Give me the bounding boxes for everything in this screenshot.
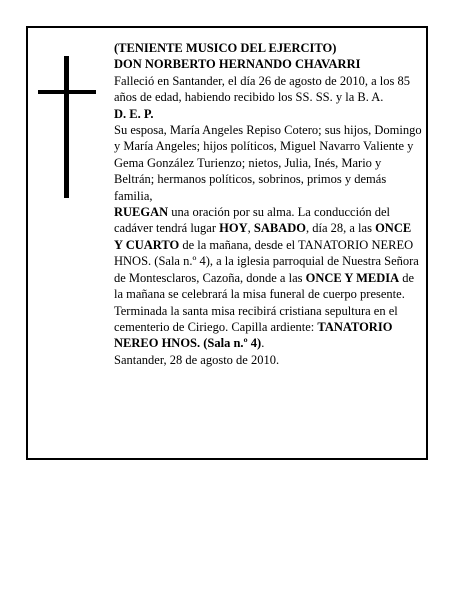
family-list: Su esposa, María Angeles Repiso Cotero; sus hijos, Domingo y María Angeles; hijos políticos, Miguel Navarro Valiente y Gema González Turienzo; nietos, Julia, Inés, Mario y Beltrán; hermanos políticos, sobrinos, primos y demás familia, <box>114 123 422 203</box>
ruegan-text: RUEGAN <box>114 205 169 220</box>
obituary-notice <box>26 26 428 460</box>
details-text-6: . <box>261 336 265 351</box>
once-media-text: ONCE Y MEDIA <box>305 270 400 285</box>
details-text-5: de la mañana se celebrará la misa funeral de cuerpo presente. Terminada la santa misa recibirá cristiana sepultura en el cementerio de Ciriego. Capilla ardiente: <box>114 270 415 334</box>
details-text-2: , <box>247 221 254 236</box>
tanatorio-text: TANATORIO NEREO HNOS. (Sala n.º 4) <box>114 319 393 351</box>
details-text-1: una oración por su alma. La conducción del cadáver tendrá lugar <box>114 205 390 236</box>
funeral-details <box>114 204 422 352</box>
sabado-text: SABADO <box>253 221 306 236</box>
dep-line: D. E. P. <box>114 106 154 121</box>
notice-title: (TENIENTE MUSICO DEL EJERCITO) <box>114 41 337 55</box>
dateline: Santander, 28 de agosto de 2010. <box>114 352 280 367</box>
hoy-text: HOY <box>219 221 248 236</box>
once-cuarto-text: ONCE Y CUARTO <box>114 221 412 252</box>
details-text-4: de la mañana, desde el TANATORIO NEREO HNOS. (Sala n.º 4), a la iglesia parroquial de Nuestra Señora de Montesclaros, Cazoña, donde a las <box>114 237 419 285</box>
details-text-3: , día 28, a las <box>305 221 376 236</box>
notice-text <box>114 40 422 368</box>
cross-vertical-bar <box>64 56 69 198</box>
cross-icon <box>38 56 98 198</box>
death-statement: Falleció en Santander, el día 26 de agosto de 2010, a los 85 años de edad, habiendo recibido los SS. SS. y la B. A. <box>114 73 410 105</box>
cross-horizontal-bar <box>38 90 96 94</box>
deceased-name: DON NORBERTO HERNANDO CHAVARRI <box>114 57 361 72</box>
